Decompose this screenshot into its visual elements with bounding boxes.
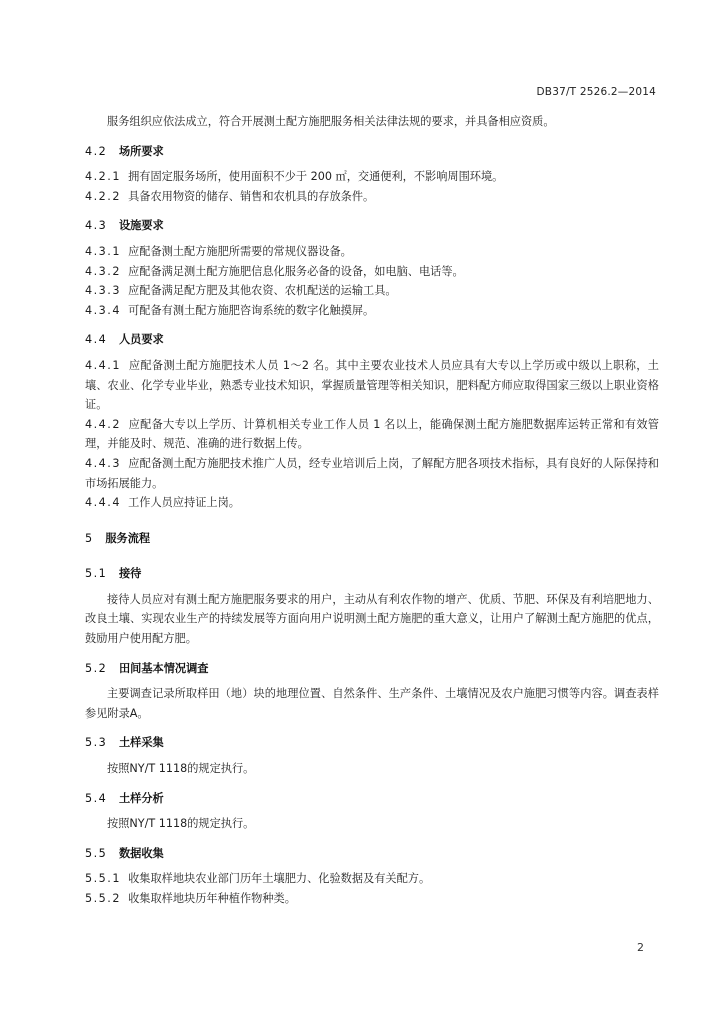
section-heading-5-1: 5.1 接待 <box>85 567 142 581</box>
chapter-heading-5: 5 服务流程 <box>85 531 151 545</box>
clause-4-4-2: 4.4.2 应配备大专以上学历、计算机相关专业工作人员 1 名以上，能确保测土配方施肥数据库运转正常和有效管理，并能及时、规范、准确的进行数据上传。 <box>85 417 659 451</box>
document-code: DB37/T 2526.2—2014 <box>536 86 656 98</box>
section-heading-5-3: 5.3 土样采集 <box>85 736 164 750</box>
clause-4-3-4: 4.3.4 可配备有测土配方施肥咨询系统的数字化触摸屏。 <box>85 303 375 317</box>
section-heading-4-4: 4.4 人员要求 <box>85 333 164 347</box>
clause-5-5-2: 5.5.2 收集取样地块历年种植作物种类。 <box>85 892 296 905</box>
paragraph-5-4: 按照NY/T 1118的规定执行。 <box>107 817 255 831</box>
clause-4-3-3: 4.3.3 应配备满足配方肥及其他农资、农机配送的运输工具。 <box>85 284 397 298</box>
section-heading-5-2: 5.2 田间基本情况调查 <box>85 661 209 675</box>
clause-5-5-1: 5.5.1 收集取样地块农业部门历年土壤肥力、化验数据及有关配方。 <box>85 872 431 886</box>
clause-4-2-2: 4.2.2 具备农用物资的储存、销售和农机具的存放条件。 <box>85 189 375 203</box>
section-heading-4-2: 4.2 场所要求 <box>85 144 164 158</box>
clause-4-4-3: 4.4.3 应配备测土配方施肥技术推广人员，经专业培训后上岗，了解配方肥各项技术指标，具有良好的人际保持和市场拓展能力。 <box>85 456 659 490</box>
intro-paragraph: 服务组织应依法成立，符合开展测土配方施肥服务相关法律法规的要求，并具备相应资质。 <box>107 115 555 128</box>
clause-4-3-1: 4.3.1 应配备测土配方施肥所需要的常规仪器设备。 <box>85 244 352 258</box>
section-heading-5-4: 5.4 土样分析 <box>85 791 164 805</box>
section-heading-5-5: 5.5 数据收集 <box>85 846 164 860</box>
clause-4-3-2: 4.3.2 应配备满足测土配方施肥信息化服务必备的设备，如电脑、电话等。 <box>85 264 464 278</box>
clause-4-2-1: 4.2.1 拥有固定服务场所，使用面积不少于 200 ㎡，交通便利，不影响周围环境。 <box>85 170 504 184</box>
section-heading-4-3: 4.3 设施要求 <box>85 219 164 233</box>
clause-4-4-4: 4.4.4 工作人员应持证上岗。 <box>85 496 240 510</box>
paragraph-5-1: 接待人员应对有测土配方施肥服务要求的用户，主动从有利农作物的增产、优质、节肥、环保及有利培肥地力、改良土壤、实现农业生产的持续发展等方面向用户说明测土配方施肥的重大意义，让用户了解测土配方施肥的优点，鼓励用户使用配方肥。 <box>85 592 659 646</box>
paragraph-5-3: 按照NY/T 1118的规定执行。 <box>107 762 255 776</box>
page-number: 2 <box>637 941 644 954</box>
paragraph-5-2: 主要调查记录所取样田（地）块的地理位置、自然条件、生产条件、土壤情况及农户施肥习惯等内容。调查表样参见附录A。 <box>85 687 659 720</box>
clause-4-4-1: 4.4.1 应配备测土配方施肥技术人员 1～2 名。其中主要农业技术人员应具有大专以上学历或中级以上职称，土壤、农业、化学专业毕业，熟悉专业技术知识，掌握质量管理等相关知识，肥料配方师应取得国家三级以上职业资格证。 <box>85 358 659 412</box>
document-body <box>85 112 659 909</box>
